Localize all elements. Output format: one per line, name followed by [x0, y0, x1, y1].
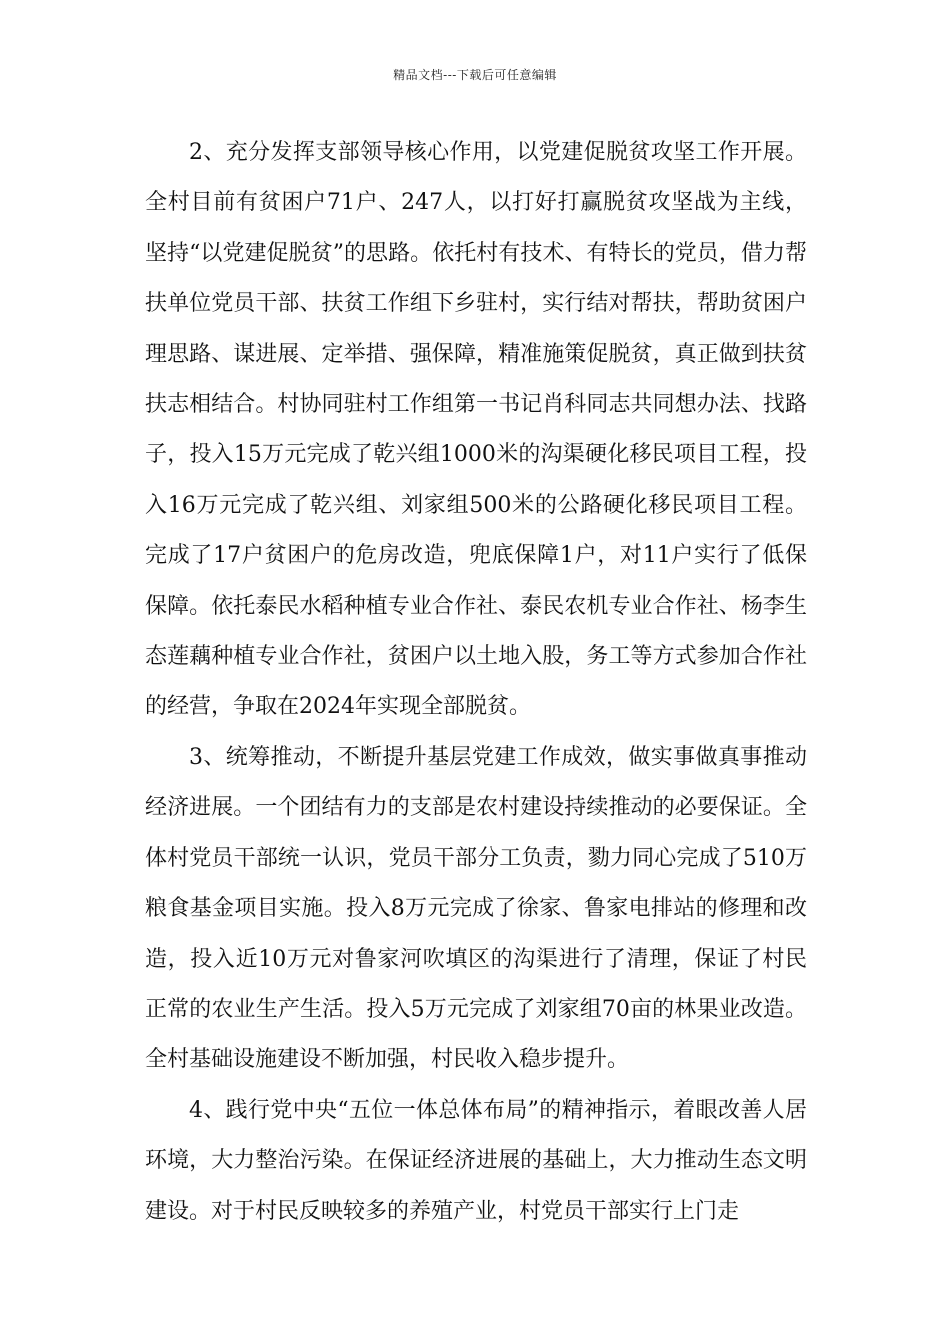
- paragraph-4: 4、践行党中央“五位一体总体布局”的精神指示，着眼改善人居环境，大力整治污染。在保证经济进展的基础上，大力推动生态文明建设。对于村民反映较多的养殖产业，村党员干部实行上门走: [145, 1097, 807, 1224]
- paragraph-3: 3、统筹推动，不断提升基层党建工作成效，做实事做真事推动经济进展。一个团结有力的支部是农村建设持续推动的必要保证。全体村党员干部统一认识，党员干部分工负责，勠力同心完成了510万粮食基金项目实施。投入8万元完成了徐家、鲁家电排站的修理和改造，投入近10万元对鲁家河吹填区的沟渠进行了清理，保证了村民正常的农业生产生活。投入5万元完成了刘家组70亩的林果业改造。全村基础设施建设不断加强，村民收入稳步提升。: [145, 744, 807, 1073]
- page-header: 精品文档---下载后可任意编辑: [393, 68, 557, 82]
- paragraph-2: 2、充分发挥支部领导核心作用，以党建促脱贫攻坚工作开展。全村目前有贫困户71户、247人，以打好打赢脱贫攻坚战为主线，坚持“以党建促脱贫”的思路。依托村有技术、有特长的党员，借力帮扶单位党员干部、扶贫工作组下乡驻村，实行结对帮扶，帮助贫困户理思路、谋进展、定举措、强保障，精准施策促脱贫，真正做到扶贫扶志相结合。村协同驻村工作组第一书记肖科同志共同想办法、找路子，投入15万元完成了乾兴组1000米的沟渠硬化移民项目工程，投入16万元完成了乾兴组、刘家组500米的公路硬化移民项目工程。完成了17户贫困户的危房改造，兜底保障1户，对11户实行了低保保障。依托泰民水稻种植专业合作社、泰民农机专业合作社、杨李生态莲藕种植专业合作社，贫困户以土地入股，务工等方式参加合作社的经营，争取在2024年实现全部脱贫。: [145, 140, 807, 720]
- document-body: [145, 128, 807, 1237]
